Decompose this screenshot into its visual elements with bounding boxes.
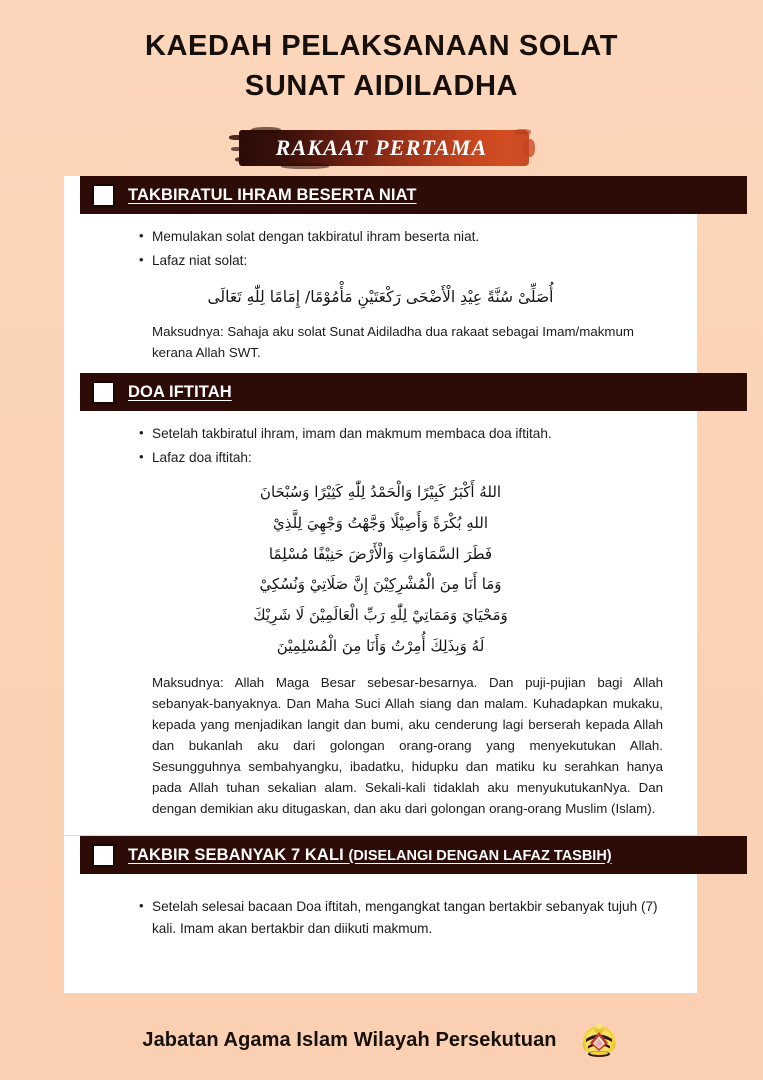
brush-splat-icon — [515, 129, 531, 135]
section-body — [64, 214, 697, 379]
section-header-bar — [80, 176, 747, 214]
bullet-list — [90, 423, 671, 469]
section-heading: TAKBIRATUL IHRAM BESERTA NIAT — [128, 185, 417, 204]
arabic-doa-iftitah-text — [90, 477, 671, 662]
brush-splat-icon — [229, 135, 245, 140]
page-title-line-1: KAEDAH PELAKSANAAN SOLAT — [144, 30, 619, 62]
list-item: • Lafaz niat solat: — [152, 250, 671, 272]
checkbox-icon[interactable] — [92, 184, 115, 207]
rakaat-banner — [0, 122, 763, 174]
section-card-doa-iftitah — [64, 373, 697, 835]
checkbox-icon[interactable] — [92, 381, 115, 404]
meaning-text: Maksudnya: Allah Maga Besar sebesar-besarnya. Dan puji-pujian bagi Allah sebanyak-banyaknya. Dan Maha Suci Allah siang dan malam. Kuhadapkan mukaku, kepada yang menjadikan langit dan bumi, aku cenderung lagi berserah kepada Allah dan bukanlah aku dari golongan orang-orang yang menyekutukan Allah. Sesungguhnya sembahyangku, ibadatku, hidupku dan matiku ku serahkan hanya pada Allah tuhan sekalian alam. Sekali-kali tidaklah aku menyukutukanNya. Dan dengan demikian aku ditugaskan, dan aku dari golongan orang-orang Muslim (Islam). — [152, 674, 663, 816]
arabic-line: اللهُ أَكْبَرُ كَبِيْرًا وَالْحَمْدُ لِلّٰهِ كَثِيْرًا وَسُبْحَانَ — [259, 483, 502, 502]
organisation-name: Jabatan Agama Islam Wilayah Persekutuan — [142, 1028, 557, 1051]
section-header-bar — [80, 373, 747, 411]
arabic-line: وَمَا أَنَا مِنَ الْمُشْرِكِيْنَ إِنَّ صَلَاتِيْ وَنُسُكِيْ — [259, 575, 502, 594]
brush-splat-icon — [231, 147, 242, 151]
brush-splat-icon — [235, 157, 255, 162]
bullet-list — [90, 896, 671, 940]
page-title-line-2: SUNAT AIDILADHA — [244, 70, 519, 103]
bullet-list — [90, 226, 671, 272]
brush-splat-icon — [523, 139, 535, 157]
arabic-niat-text — [90, 282, 671, 313]
arabic-line: فَطَرَ السَّمَاوَاتِ وَالْأَرْضَ حَنِيْفًا مُسْلِمًا — [268, 544, 493, 563]
arabic-line: لَهُ وَبِذَلِكَ أُمِرْتُ وَأَنَا مِنَ الْمُسْلِمِيْنَ — [276, 636, 485, 655]
footer — [0, 1018, 763, 1062]
meaning-text: Maksudnya: Sahaja aku solat Sunat Aidiladha dua rakaat sebagai Imam/makmum kerana Allah SWT. — [152, 324, 634, 361]
jawi-crest-logo-icon — [577, 1018, 621, 1062]
list-item: • Memulakan solat dengan takbiratul ihram beserta niat. — [152, 226, 671, 248]
section-body — [64, 874, 697, 958]
brush-splat-icon — [251, 127, 281, 134]
banner-label: RAKAAT PERTAMA — [275, 135, 488, 161]
list-item: • Setelah takbiratul ihram, imam dan makmum membaca doa iftitah. — [152, 423, 671, 445]
arabic-line: أُصَلِّىْ سُنَّةً عِيْدِ الْأَضْحَى رَكْعَتَيْنِ مَأْمُوْمًا/ إِمَامًا لِلّٰهِ تَعَالَى — [207, 288, 554, 307]
section-heading: DOA IFTITAH — [128, 382, 232, 401]
section-card-takbiratul-ihram — [64, 176, 697, 379]
checkbox-icon[interactable] — [92, 844, 115, 867]
section-heading-sub: (DISELANGI DENGAN LAFAZ TASBIH) — [348, 847, 612, 864]
section-heading-main: TAKBIR SEBANYAK 7 KALI — [128, 845, 344, 864]
section-header-bar — [80, 836, 747, 874]
list-item: • Lafaz doa iftitah: — [152, 447, 671, 469]
list-item: • Setelah selesai bacaan Doa iftitah, mengangkat tangan bertakbir sebanyak tujuh (7) kali. Imam akan bertakbir dan diikuti makmum. — [152, 896, 671, 940]
brush-splat-icon — [281, 163, 329, 169]
section-heading — [128, 846, 612, 865]
brush-stroke-shape — [229, 125, 535, 171]
arabic-line: وَمَحْيَايَ وَمَمَاتِيْ لِلّٰهِ رَبِّ الْعَالَمِيْنَ لَا شَرِيْكَ — [253, 606, 508, 625]
section-card-takbir-7-kali — [64, 836, 697, 993]
poster-title-block — [0, 0, 763, 106]
arabic-line: اللهِ بُكْرَةً وَأَصِيْلًا وَجَّهْتُ وَجْهِيَ لِلَّذِيْ — [272, 513, 489, 532]
section-body — [64, 411, 697, 835]
